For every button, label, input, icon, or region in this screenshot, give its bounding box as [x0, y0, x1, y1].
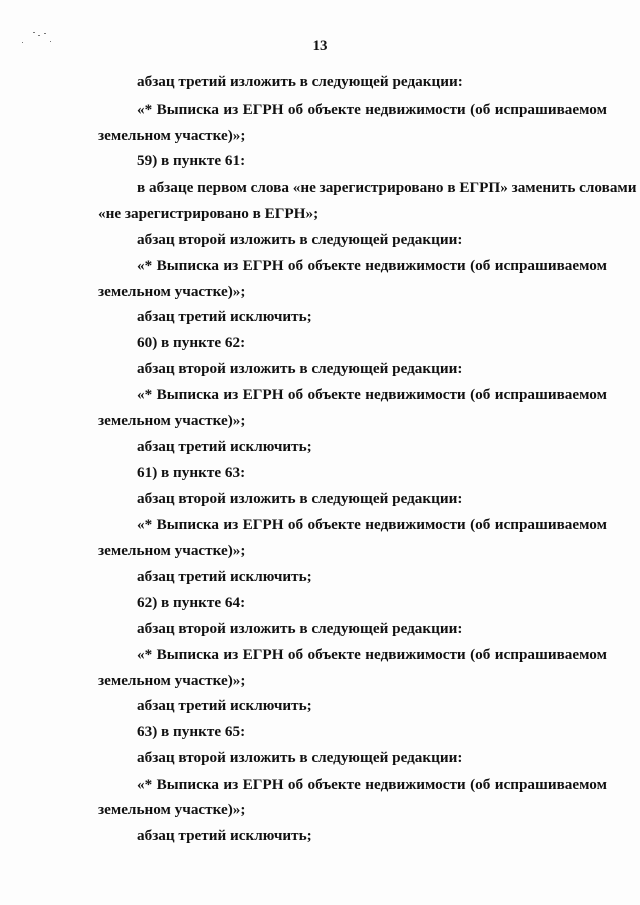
quote-word: «*: [137, 386, 153, 403]
quote-word: об: [287, 101, 304, 118]
scan-speck: [38, 35, 40, 36]
quote-word: из: [223, 101, 239, 118]
quote-line: [137, 516, 607, 534]
quote-line: [137, 386, 607, 404]
quote-word: «*: [137, 646, 153, 663]
text-line: абзац третий исключить;: [137, 827, 312, 844]
quote-line: [137, 776, 607, 794]
quote-word: (об: [470, 101, 491, 118]
quote-word: объекте: [307, 646, 361, 663]
text-line: абзац второй изложить в следующей редакции:: [137, 360, 463, 377]
text-line: земельном участке)»;: [98, 542, 246, 559]
quote-word: об: [287, 386, 304, 403]
quote-line: [137, 101, 607, 119]
quote-word: ЕГРН: [242, 776, 284, 793]
text-line: «не зарегистрировано в ЕГРН»;: [98, 205, 319, 222]
quote-word: «*: [137, 516, 153, 533]
text-line: земельном участке)»;: [98, 801, 246, 818]
text-line: абзац третий исключить;: [137, 438, 312, 455]
quote-word: объекте: [307, 516, 361, 533]
quote-word: об: [287, 646, 304, 663]
quote-word: ЕГРН: [242, 257, 284, 274]
quote-line: [137, 646, 607, 664]
quote-word: из: [223, 776, 239, 793]
text-line: 61) в пункте 63:: [137, 464, 246, 481]
quote-word: испрашиваемом: [494, 257, 607, 274]
page-number: 13: [312, 38, 328, 54]
quote-word: объекте: [307, 776, 361, 793]
quote-word: об: [287, 776, 304, 793]
quote-word: недвижимости: [365, 386, 466, 403]
quote-word: «*: [137, 257, 153, 274]
text-line: земельном участке)»;: [98, 412, 246, 429]
text-line: абзац второй изложить в следующей редакции:: [137, 620, 463, 637]
text-line: абзац третий изложить в следующей редакции:: [137, 73, 463, 90]
quote-word: (об: [470, 257, 491, 274]
text-line: 60) в пункте 62:: [137, 334, 246, 351]
text-line: 62) в пункте 64:: [137, 594, 246, 611]
quote-word: «*: [137, 776, 153, 793]
text-line: абзац третий исключить;: [137, 697, 312, 714]
quote-word: Выписка: [156, 101, 219, 118]
quote-word: из: [223, 386, 239, 403]
quote-word: испрашиваемом: [494, 386, 607, 403]
quote-word: ЕГРН: [242, 516, 284, 533]
quote-word: объекте: [307, 101, 361, 118]
quote-word: Выписка: [156, 516, 219, 533]
quote-word: недвижимости: [365, 776, 466, 793]
quote-word: об: [287, 257, 304, 274]
quote-word: недвижимости: [365, 101, 466, 118]
quote-word: «*: [137, 101, 153, 118]
quote-word: ЕГРН: [242, 646, 284, 663]
quote-line: [137, 257, 607, 275]
quote-word: из: [223, 257, 239, 274]
text-line: земельном участке)»;: [98, 283, 246, 300]
quote-word: объекте: [307, 257, 361, 274]
quote-word: Выписка: [156, 646, 219, 663]
quote-word: из: [223, 516, 239, 533]
text-line: абзац второй изложить в следующей редакции:: [137, 490, 463, 507]
quote-word: испрашиваемом: [494, 101, 607, 118]
quote-word: ЕГРН: [242, 101, 284, 118]
quote-word: (об: [470, 516, 491, 533]
quote-word: ЕГРН: [242, 386, 284, 403]
quote-word: испрашиваемом: [494, 646, 607, 663]
quote-word: об: [287, 516, 304, 533]
text-line: земельном участке)»;: [98, 127, 246, 144]
quote-word: (об: [470, 646, 491, 663]
quote-word: испрашиваемом: [494, 776, 607, 793]
quote-word: испрашиваемом: [494, 516, 607, 533]
text-line: абзац третий исключить;: [137, 568, 312, 585]
quote-word: недвижимости: [365, 516, 466, 533]
scan-speck: [33, 32, 35, 33]
text-line: 63) в пункте 65:: [137, 723, 246, 740]
text-line: земельном участке)»;: [98, 672, 246, 689]
quote-word: из: [223, 646, 239, 663]
text-line: в абзаце первом слова «не зарегистрировано в ЕГРП» заменить словами: [137, 179, 637, 196]
quote-word: Выписка: [156, 776, 219, 793]
quote-word: недвижимости: [365, 257, 466, 274]
quote-word: объекте: [307, 386, 361, 403]
text-line: абзац третий исключить;: [137, 308, 312, 325]
scan-speck: [44, 33, 46, 34]
quote-word: (об: [470, 386, 491, 403]
text-line: 59) в пункте 61:: [137, 152, 246, 169]
quote-word: (об: [470, 776, 491, 793]
quote-word: недвижимости: [365, 646, 466, 663]
quote-word: Выписка: [156, 386, 219, 403]
quote-word: Выписка: [156, 257, 219, 274]
text-line: абзац второй изложить в следующей редакции:: [137, 749, 463, 766]
text-line: абзац второй изложить в следующей редакции:: [137, 231, 463, 248]
